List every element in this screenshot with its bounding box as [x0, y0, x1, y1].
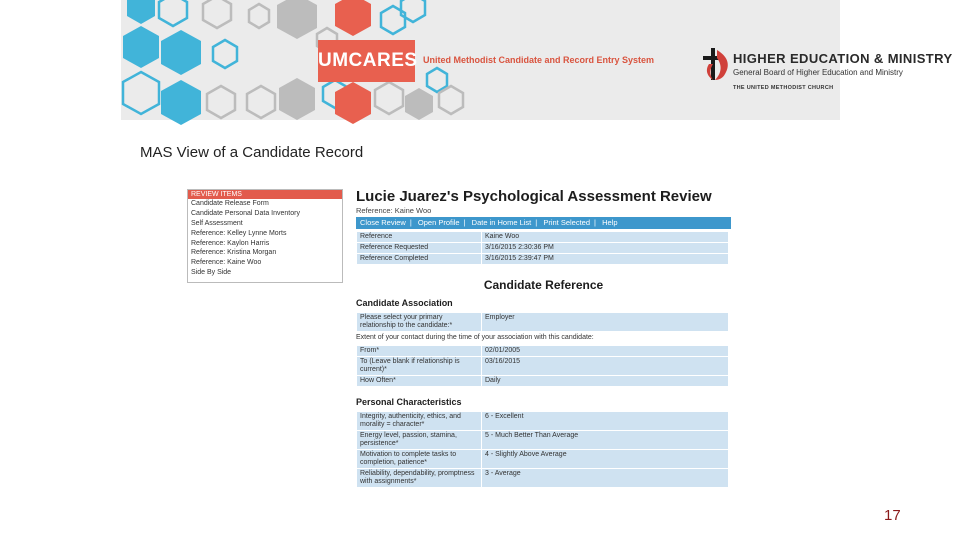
association-heading: Candidate Association — [356, 298, 453, 308]
org-church: THE UNITED METHODIST CHURCH — [733, 85, 834, 91]
row-label: Reference — [357, 232, 482, 243]
hexagon-shape — [427, 68, 447, 92]
review-item-reference-harris[interactable]: Reference: Kaylon Harris — [191, 239, 270, 247]
table-row — [357, 412, 729, 431]
logo-subtitle: United Methodist Candidate and Record Entry System — [423, 55, 655, 65]
review-item-side-by-side[interactable]: Side By Side — [191, 269, 232, 277]
table-row — [357, 376, 729, 387]
org-title: HIGHER EDUCATION & MINISTRY — [733, 51, 953, 66]
hexagon-shape — [405, 88, 433, 120]
table-row — [357, 357, 729, 376]
rating-value[interactable]: 6 - Excellent — [482, 412, 729, 431]
table-row — [357, 232, 729, 243]
cross-and-flame-icon — [697, 44, 737, 84]
hexagon-shape — [161, 80, 201, 125]
help-link[interactable]: Help — [602, 218, 618, 227]
hexagon-shape — [127, 0, 155, 24]
hexagon-shape — [335, 0, 371, 36]
from-value[interactable]: 02/01/2005 — [482, 346, 729, 357]
row-label: Energy level, passion, stamina, persistence* — [357, 431, 482, 450]
table-row — [357, 469, 729, 488]
table-row — [357, 431, 729, 450]
extent-note: Extent of your contact during the time of your association with this candidate: — [356, 334, 594, 341]
personal-characteristics-heading: Personal Characteristics — [356, 397, 462, 407]
row-label: Reference Completed — [357, 254, 482, 265]
umcares-logo: UMCARES — [318, 40, 415, 82]
hexagon-shape — [123, 72, 159, 114]
review-items-panel — [187, 189, 343, 283]
review-item-reference-morts[interactable]: Reference: Kelley Lynne Morts — [191, 229, 287, 237]
hexagon-shape — [249, 4, 269, 28]
to-value[interactable]: 03/16/2015 — [482, 357, 729, 376]
review-item-reference-woo[interactable]: Reference: Kaine Woo — [191, 259, 262, 267]
row-label: Reference Requested — [357, 243, 482, 254]
row-label: Integrity, authenticity, ethics, and morality = character* — [357, 412, 482, 431]
review-items-header: REVIEW ITEMS — [188, 190, 342, 199]
record-nav-bar: Close Review | Open Profile | Date in Home List | Print Selected | Help — [356, 217, 731, 229]
review-item-reference-morgan[interactable]: Reference: Kristina Morgan — [191, 249, 277, 257]
date-in-home-list-link[interactable]: Date in Home List — [471, 218, 532, 227]
reference-info-table — [356, 231, 729, 265]
reference-line: Reference: Kaine Woo — [356, 206, 432, 215]
table-row — [357, 254, 729, 265]
close-review-link[interactable]: Close Review — [360, 218, 406, 227]
section-title: Candidate Reference — [483, 278, 604, 292]
hexagon-shape — [247, 86, 275, 118]
record-title: Lucie Juarez's Psychological Assessment Review — [356, 188, 712, 205]
hexagon-shape — [203, 0, 231, 28]
row-label: Reliability, dependability, promptness with assignments* — [357, 469, 482, 488]
rating-value[interactable]: 3 - Average — [482, 469, 729, 488]
org-subtitle: General Board of Higher Education and Ministry — [733, 68, 903, 77]
review-item-release-form[interactable]: Candidate Release Form — [191, 200, 269, 207]
hexagon-shape — [335, 82, 371, 124]
hexagon-shape — [279, 78, 315, 120]
hexagon-shape — [439, 86, 463, 114]
rating-value[interactable]: 4 - Slightly Above Average — [482, 450, 729, 469]
review-item-self-assessment[interactable]: Self Assessment — [191, 219, 243, 227]
row-value: 3/16/2015 2:30:36 PM — [482, 243, 729, 254]
hexagon-shape — [159, 0, 187, 26]
row-label: Please select your primary relationship to the candidate:* — [357, 313, 482, 332]
slide-caption: MAS View of a Candidate Record — [140, 144, 364, 161]
review-item-personal-data[interactable]: Candidate Personal Data Inventory — [191, 209, 300, 217]
hexagon-shape — [277, 0, 317, 39]
print-selected-link[interactable]: Print Selected — [543, 218, 591, 227]
contact-period-table — [356, 345, 729, 387]
hexagon-shape — [375, 82, 403, 114]
row-label: From* — [357, 346, 482, 357]
hexagon-shape — [207, 86, 235, 118]
table-row — [357, 313, 729, 332]
hexagon-shape — [213, 40, 237, 68]
row-label: How Often* — [357, 376, 482, 387]
row-value: Kaine Woo — [482, 232, 729, 243]
table-row — [357, 346, 729, 357]
personal-characteristics-table — [356, 411, 729, 488]
header-banner — [121, 0, 953, 120]
row-value: 3/16/2015 2:39:47 PM — [482, 254, 729, 265]
open-profile-link[interactable]: Open Profile — [417, 218, 460, 227]
how-often-value[interactable]: Daily — [482, 376, 729, 387]
page-number: 17 — [884, 507, 901, 524]
row-label: To (Leave blank if relationship is current)* — [357, 357, 482, 376]
table-row — [357, 450, 729, 469]
row-label: Motivation to complete tasks to completion, patience* — [357, 450, 482, 469]
table-row — [357, 243, 729, 254]
hexagon-shape — [123, 26, 159, 68]
rating-value[interactable]: 5 - Much Better Than Average — [482, 431, 729, 450]
relationship-value[interactable]: Employer — [482, 313, 729, 332]
relationship-table — [356, 312, 729, 332]
hexagon-shape — [161, 30, 201, 75]
